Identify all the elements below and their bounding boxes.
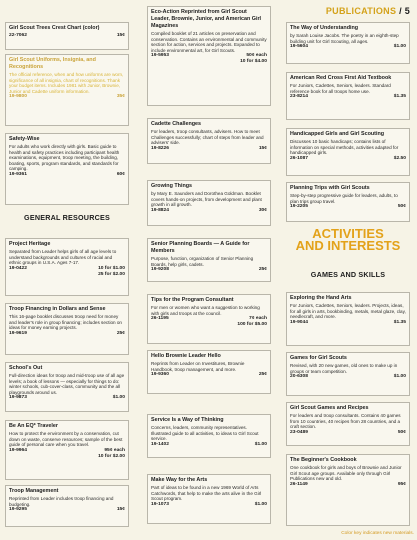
listing-eco-action	[147, 6, 271, 106]
listing-growing-things	[147, 180, 271, 226]
listing-code: 19-1073	[151, 501, 169, 507]
listing-title: Be An EQ* Traveler	[9, 423, 58, 429]
listing-title: Troop Management	[9, 488, 59, 494]
listing-title: American Red Cross First Aid Textbook	[290, 75, 392, 81]
header-separator: /	[396, 6, 405, 16]
listing-title: Girl Scout Games and Recipes	[290, 405, 369, 411]
listing-price: 60¢	[116, 171, 125, 177]
listing-price: 7¢ each	[249, 316, 267, 322]
listing-beginners-cookbook	[286, 454, 410, 526]
listing-code: 19-5953	[151, 53, 169, 59]
listing-desc: The official reference, when and how uniforms are worn, significance of all insignia, chart of recognitions. Thank your budget items. Includes 1981 with Junior, Brownie, Junior and Cadette uniform information.	[9, 72, 124, 94]
listing-title: Eco-Action Reprinted from Girl Scout Leader, Brownie, Junior, and American Girl Magazines	[151, 9, 262, 29]
listing-troop-financing	[5, 303, 129, 355]
listing-price: $1.35	[393, 319, 406, 325]
listing-desc: For Juniors, Cadettes, Seniors, leaders. Projects, ideas, for all girls in arts, bookbinding, metals, metal glaze, clay, needlecraft, and more.	[290, 303, 406, 320]
listing-desc: by Sarah Louise Jacobs. The poetry in an eighth-step building unit for Girl Scouting, all ages.	[290, 33, 399, 44]
listing-code: 26-1087	[290, 155, 308, 161]
listing-code: 20-6308	[290, 374, 308, 380]
listing-desc: For men or women who want a suggestion to working with girls and troops at the council.	[151, 305, 260, 316]
page-number: 5	[404, 6, 410, 16]
listing-code: 19-9360	[151, 372, 169, 378]
section-activities	[286, 228, 410, 252]
listing-price: $1.00	[254, 501, 267, 507]
listing-code: 19-9208	[151, 267, 169, 273]
listing-desc: This 16-page booklet discusses troop need for money and leader's role in group financing; includes section on ideas for money earning projects.	[9, 314, 122, 331]
listing-code: 19-9361	[9, 171, 27, 177]
listing-title: Tips for the Program Consultant	[151, 297, 234, 303]
listing-planning-trips	[286, 182, 410, 222]
listing-desc: Part of ideas to be found in a new 1969 World of Arts Catchwords, that help to make the arts alive in the Girl Scout program.	[151, 485, 262, 502]
listing-title: Project Heritage	[9, 241, 51, 247]
listing-hand-arts	[286, 292, 410, 346]
listing-price: 35¢	[116, 94, 125, 100]
listing-desc: Full-direction ideas for troop and mid-troop use of all age levels; a book of lessons — especially for things to do: winter schools, cub-cover-class, community and the all playgrounds around us.	[9, 373, 125, 395]
listing-code: 19-1402	[151, 441, 169, 447]
listing-title: Hello Brownie Leader Hello	[151, 353, 221, 359]
listing-price: $1.35	[393, 94, 406, 100]
listing-code: 23-8214	[290, 94, 308, 100]
listing-desc: One cookbook for girls and boys of Brownie and Junior Girl Scout age groups. Available only through Girl Publications new and old.	[290, 465, 402, 482]
listing-code: 19-9295	[9, 507, 27, 513]
footnote: Color key indicates new materials.	[341, 531, 414, 536]
listing-title: Schoolʼs Out	[9, 365, 43, 371]
section-activities-line1: ACTIVITIES	[312, 226, 384, 241]
listing-price: 50¢	[397, 204, 406, 210]
listing-title: Girl Scout Uniforms, Insignia, and Recognitions	[9, 57, 96, 70]
listing-price: 50¢ each	[246, 53, 267, 59]
listing-code: 19-5604	[290, 44, 308, 50]
listing-desc: For leaders and troop consultants. Contains 40 games from 10 countries, 40 recipes from 28 countries, and a craft section.	[290, 413, 401, 430]
listing-eq-traveler	[5, 420, 129, 480]
listing-desc: Step-by-step progressive guide for leaders, adults, to plan trips group travel.	[290, 193, 398, 204]
listing-code: 26-1149	[290, 481, 308, 487]
listing-title: Exploring the Hand Arts	[290, 295, 352, 301]
listing-code: 22-7062	[9, 33, 27, 38]
listing-title: Troop Financing in Dollars and Sense	[9, 306, 106, 312]
listing-price: 25¢	[258, 372, 267, 378]
listing-way-understanding	[286, 22, 410, 64]
listing-games-girl-scouts	[286, 352, 410, 396]
listing-code: 19-9873	[9, 395, 27, 401]
listing-code: 19-9800	[9, 94, 27, 100]
listing-title: Girl Scout Trees Crest Chart (color)	[9, 25, 100, 31]
listing-price-bulk: 25 for $2.00	[98, 271, 125, 277]
listing-desc: For leaders, troop consultants, advisers. How to meet Challenges successfully; chart of steps from leader and advisers' side.	[151, 129, 264, 146]
listing-title: The Beginner's Cookbook	[290, 457, 357, 463]
header-label: PUBLICATIONS	[325, 6, 397, 16]
listing-title: The Way of Understanding	[290, 25, 359, 31]
listing-code: 19-0422	[9, 265, 27, 271]
listing-price: $1.00	[393, 374, 406, 380]
listing-cadette-challenges	[147, 118, 271, 164]
listing-desc: Compiled booklet of 21 articles on preservation and conservation. Contains an environmental and community section for action, services and projects. Expanded to include environmental art, for Girl Scouts.	[151, 31, 267, 53]
listing-price: $2.50	[393, 155, 406, 161]
listing-desc: Purpose, function, organization of Senior Planning Boards, help girls, cadets.	[151, 256, 254, 267]
listing-desc: by Mary E. Saunders and Dorothea Goldman. Booklet covers hands-on projects, from development and plant growth in all growth.	[151, 191, 262, 208]
listing-price: 50¢	[397, 429, 406, 435]
listing-service-thinking	[147, 414, 271, 458]
listing-red-cross	[286, 72, 410, 120]
listing-desc: How to protect the environment by a conservation, cut down on waste, conserve resources; sample of the best guide of personal care when you travel.	[9, 431, 123, 448]
listing-price: $1.00	[254, 441, 267, 447]
listing-title: Service Is a Way of Thinking	[151, 417, 224, 423]
listing-make-way-arts	[147, 474, 271, 524]
listing-price: 95¢	[397, 481, 406, 487]
listing-troop-management	[5, 485, 129, 527]
listing-price: 15¢	[116, 507, 125, 513]
listing-title: Cadette Challenges	[151, 121, 202, 127]
listing-handicapped	[286, 128, 410, 176]
listing-price-bulk: 10 for $2.00	[98, 453, 125, 459]
listing-desc: Concerns, leaders, community representatives. Illustrated guide to all activities, to ideas to Girl Scout service.	[151, 425, 259, 442]
listing-crest-chart	[5, 22, 129, 50]
listing-title: Safety-Wise	[9, 136, 40, 142]
listing-program-consultant	[147, 294, 271, 344]
listing-safety-wise	[5, 133, 129, 205]
listing-desc: Separated from Leader helps girls of all age levels to understand backgrounds and cultures of racial and ethnic groups in U.S.A. Ages 7-17.	[9, 249, 117, 266]
page-header	[290, 6, 410, 18]
listing-title: Make Way for the Arts	[151, 477, 208, 483]
listing-code: 19-9044	[290, 319, 308, 325]
listing-title: Games for Girl Scouts	[290, 355, 347, 361]
listing-price: 25¢	[258, 267, 267, 273]
listing-price: 25¢	[116, 330, 125, 336]
listing-hello-brownie	[147, 350, 271, 394]
listing-desc: Discusses 10 basic handicaps; contains lists of information on special methods, activities adapted for handicapped girls.	[290, 139, 399, 156]
section-activities-line2: AND INTERESTS	[295, 238, 401, 253]
listing-price: 95¢ each	[104, 447, 125, 453]
listing-code: 19-9619	[9, 330, 27, 336]
listing-desc: Reprints from Leader on Investitures, Brownie Handbook, troop management, and more.	[151, 361, 245, 372]
listing-price: 30¢	[258, 207, 267, 213]
listing-code: 19-8824	[151, 207, 169, 213]
listing-price: $1.00	[393, 44, 406, 50]
listing-desc: For Juniors, Cadettes, Seniors, leaders. Standard reference book for all troops home use.	[290, 83, 391, 94]
listing-title: Growing Things	[151, 183, 193, 189]
listing-desc: For adults who work directly with girls. Basic guide to health and safety practices including participant health examinations, equipment, troop meeting, the building, boating, sports, program standards, and standards for camping.	[9, 144, 120, 172]
listing-title: Handicapped Girls and Girl Scouting	[290, 131, 385, 137]
listing-code: 26-1195	[151, 316, 169, 322]
listing-code: 19-9964	[9, 447, 27, 453]
listing-desc: Reprinted from Leader includes troop financing and budgeting.	[9, 496, 114, 507]
listing-price: 15¢	[116, 33, 125, 38]
listing-title: Planning Trips with Girl Scouts	[290, 185, 370, 191]
listing-code: 23-0489	[290, 429, 308, 435]
listing-games-recipes	[286, 402, 410, 446]
listing-price-bulk: 100 for $5.00	[237, 322, 267, 328]
section-games-skills: GAMES AND SKILLS	[310, 270, 386, 279]
listing-schools-out	[5, 362, 129, 412]
listing-code: 19-2205	[290, 204, 308, 210]
listing-uniforms	[5, 54, 129, 126]
listing-senior-planning	[147, 238, 271, 282]
listing-desc: Revised, with 20 new games, old ones to make up in groups or team competition.	[290, 363, 398, 374]
listing-price-bulk: 10 for $4.00	[240, 59, 267, 65]
listing-project-heritage	[5, 238, 129, 296]
listing-price: 15¢	[258, 145, 267, 151]
section-general-resources: GENERAL RESOURCES	[24, 213, 110, 222]
listing-price: $1.00	[112, 395, 125, 401]
listing-price: 10 for $1.00	[98, 265, 125, 271]
listing-title: Senior Planning Boards — A Guide for Members	[151, 241, 250, 254]
listing-code: 19-8226	[151, 145, 169, 151]
